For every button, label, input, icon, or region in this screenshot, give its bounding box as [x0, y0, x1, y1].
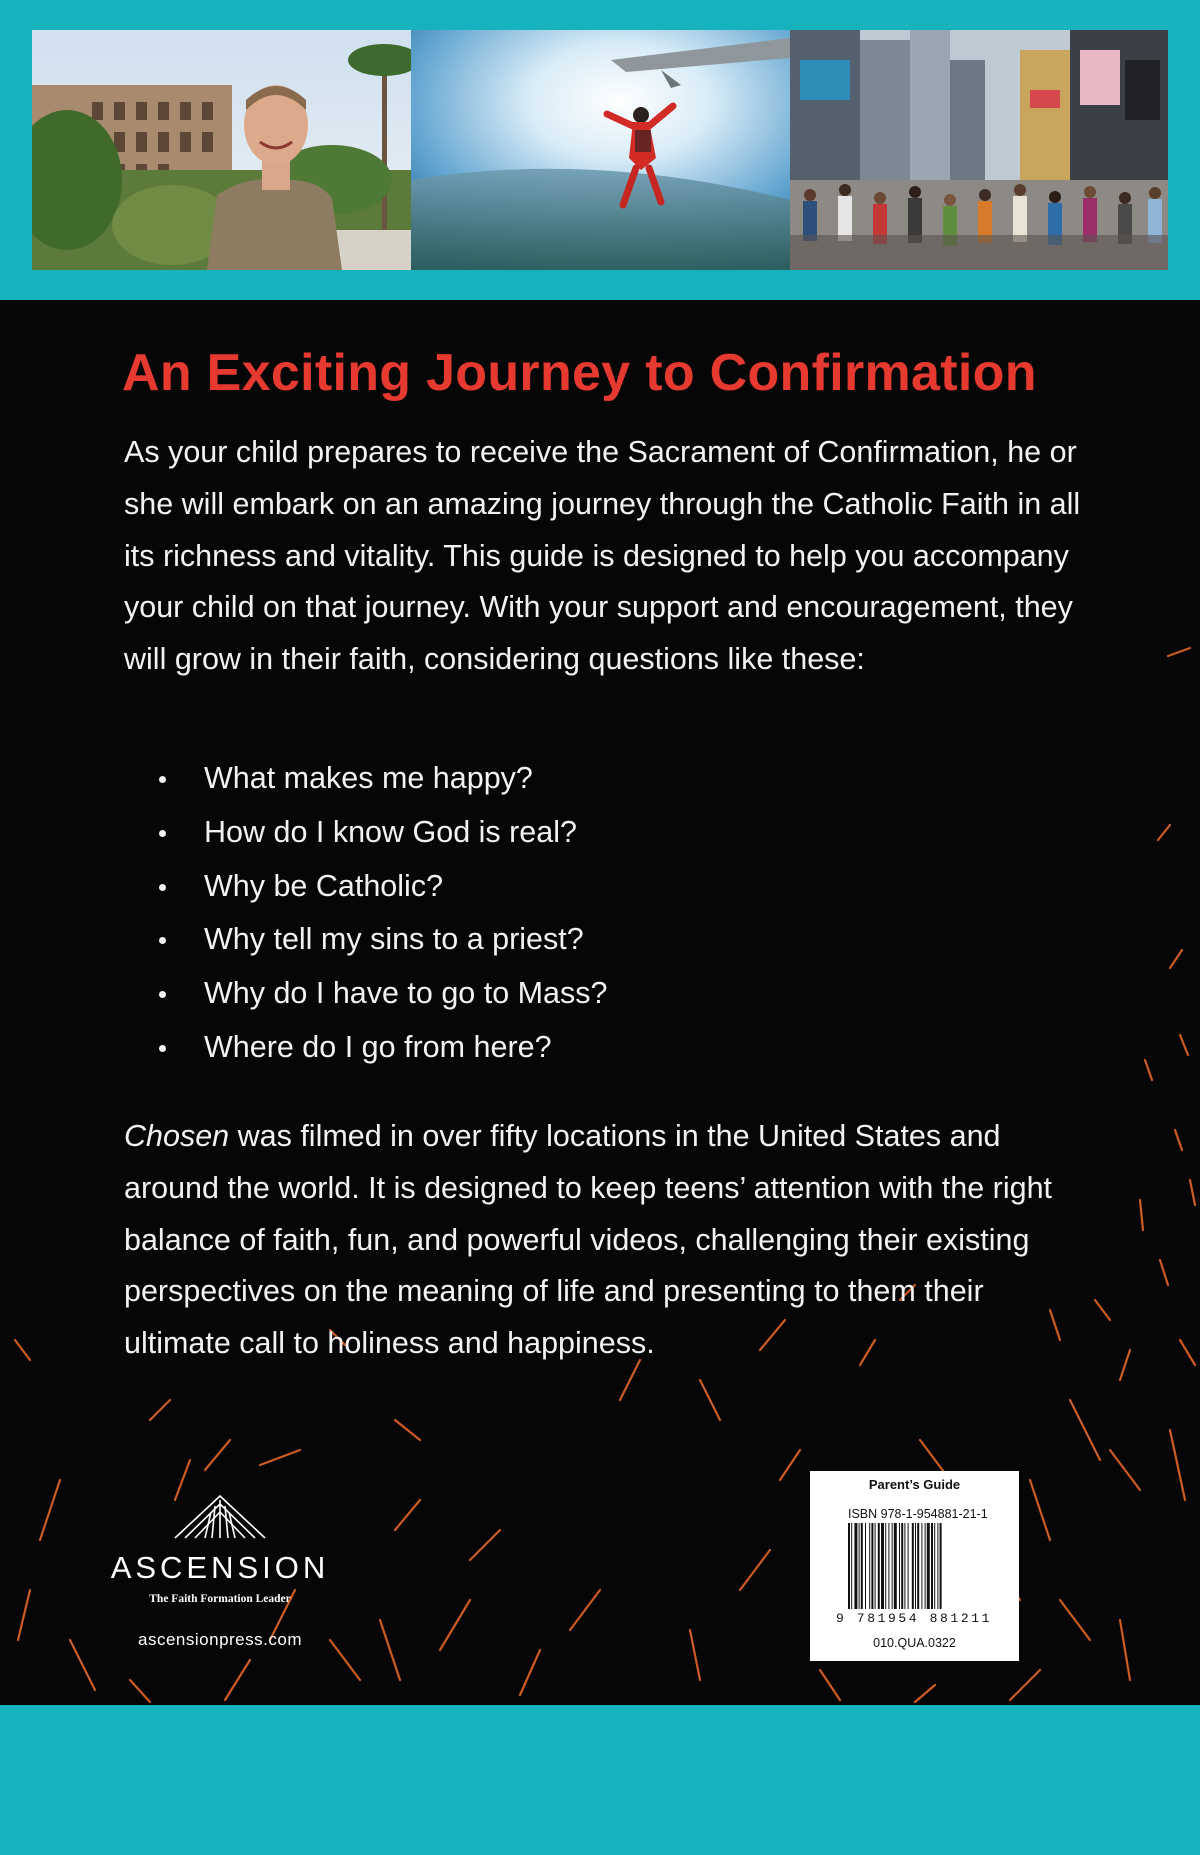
publisher-url: ascensionpress.com: [138, 1630, 302, 1649]
question-text: What makes me happy?: [204, 761, 533, 795]
times-square-photo: [790, 30, 1168, 270]
bullet-icon: [159, 991, 166, 998]
publisher-name: ASCENSION: [110, 1550, 330, 1585]
bullet-icon: [159, 884, 166, 891]
bullet-icon: [159, 1045, 166, 1052]
question-text: How do I know God is real?: [204, 814, 577, 849]
list-item: [122, 1021, 1022, 1075]
program-title: Chosen: [124, 1119, 230, 1153]
question-text: Why tell my sins to a priest?: [204, 922, 584, 957]
colosseum-photo: [32, 30, 411, 270]
barcode-digits: 9 781954 881211: [836, 1611, 993, 1626]
skydiver-photo: [411, 30, 790, 270]
list-item: [122, 967, 1022, 1021]
photo-strip: [0, 0, 1200, 300]
question-text: Why do I have to go to Mass?: [204, 976, 608, 1011]
mountain-rays-icon: [167, 1490, 273, 1540]
closing-text: was filmed in over fifty locations in the United States and around the world. It is designed to keep teens’ attention with the right balance of faith, fun, and powerful videos, challenging their existing perspectives on the meaning of life and presenting to them their ultimate call to holiness and happiness.: [124, 1119, 1053, 1361]
question-list: [122, 752, 1022, 1075]
headline: An Exciting Journey to Confirmation: [122, 344, 1037, 402]
back-cover-panel: [0, 300, 1200, 1705]
question-text: Why be Catholic?: [204, 868, 444, 903]
barcode-icon: [848, 1523, 982, 1613]
product-code: 010.QUA.0322: [873, 1636, 956, 1650]
question-text: Where do I go from here?: [204, 1029, 552, 1064]
list-item: [122, 913, 1022, 967]
barcode-label: Parent’s Guide: [868, 1477, 961, 1492]
publisher-tagline: The Faith Formation Leader: [149, 1593, 291, 1605]
list-item: [122, 806, 1022, 860]
isbn-text: ISBN 978-1-954881-21-1: [848, 1507, 988, 1521]
intro-paragraph: As your child prepares to receive the Sacrament of Confirmation, he or she will embark on an amazing journey through the Catholic Faith in all its richness and vitality. This guide is designed to help you accompany your child on that journey. With your support and encouragement, they will grow in their faith, considering questions like these:: [124, 435, 1081, 677]
list-item: [122, 752, 1022, 806]
closing-paragraph: [124, 1111, 1084, 1370]
list-item: [122, 860, 1022, 914]
bullet-icon: [159, 776, 166, 783]
bullet-icon: [159, 937, 166, 944]
bullet-icon: [159, 830, 166, 837]
isbn-barcode-box: [810, 1471, 1019, 1661]
